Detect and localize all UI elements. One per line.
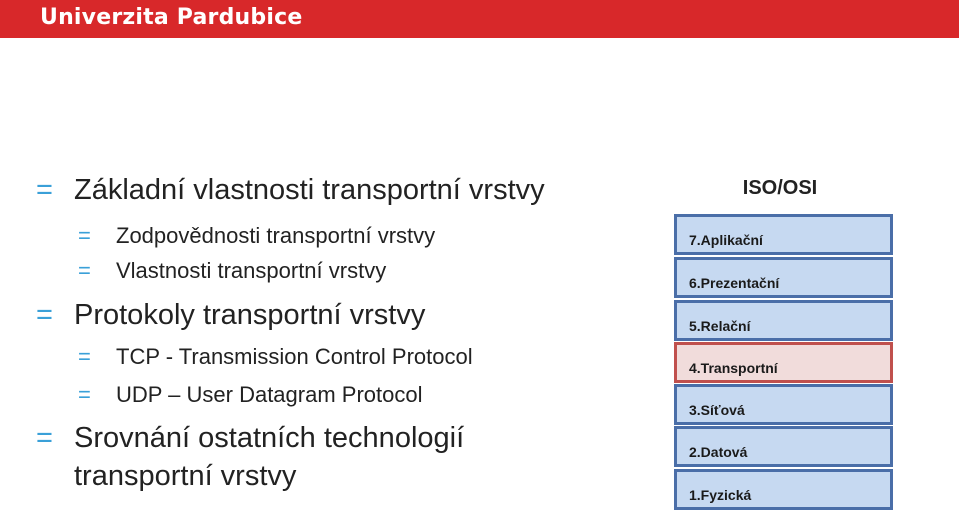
bullet-comparison-continuation (74, 460, 296, 493)
bullet-comparison (36, 422, 465, 455)
bullet-mark: = (78, 258, 91, 283)
bullet-mark: = (36, 422, 53, 454)
osi-layer-session: 5.Relační (674, 300, 893, 341)
bullet-text: TCP - Transmission Control Protocol (116, 344, 473, 369)
bullet-text: UDP – User Datagram Protocol (116, 382, 423, 407)
osi-layer-physical: 1.Fyzická (674, 469, 893, 510)
bullet-text: Vlastnosti transportní vrstvy (116, 258, 387, 283)
bullet-protocols (36, 299, 426, 332)
osi-layer-presentation: 6.Prezentační (674, 257, 893, 298)
osi-layer-network: 3.Síťová (674, 384, 893, 425)
osi-title: ISO/OSI (742, 177, 818, 199)
osi-layer-transport: 4.Transportní (674, 342, 893, 383)
osi-layer-datalink: 2.Datová (674, 426, 893, 467)
bullet-text: Protokoly transportní vrstvy (74, 299, 426, 331)
university-logo: Univerzita Pardubice (40, 5, 303, 30)
bullet-mark: = (78, 223, 91, 248)
bullet-text: Srovnání ostatních technologií (74, 422, 465, 454)
bullet-text: Základní vlastnosti transportní vrstvy (74, 174, 545, 206)
bullet-mark: = (36, 299, 53, 331)
bullet-text: transportní vrstvy (74, 460, 297, 492)
bullet-properties (78, 258, 387, 284)
osi-layer-application: 7.Aplikační (674, 214, 893, 255)
bullet-basic-properties (36, 174, 545, 207)
bullet-responsibilities (78, 223, 436, 249)
bullet-udp (78, 382, 423, 408)
bullet-mark: = (78, 344, 91, 369)
bullet-tcp (78, 344, 473, 370)
bullet-mark: = (36, 174, 53, 206)
bullet-text: Zodpovědnosti transportní vrstvy (116, 223, 436, 248)
bullet-mark: = (78, 382, 91, 407)
header-bar (0, 0, 959, 38)
